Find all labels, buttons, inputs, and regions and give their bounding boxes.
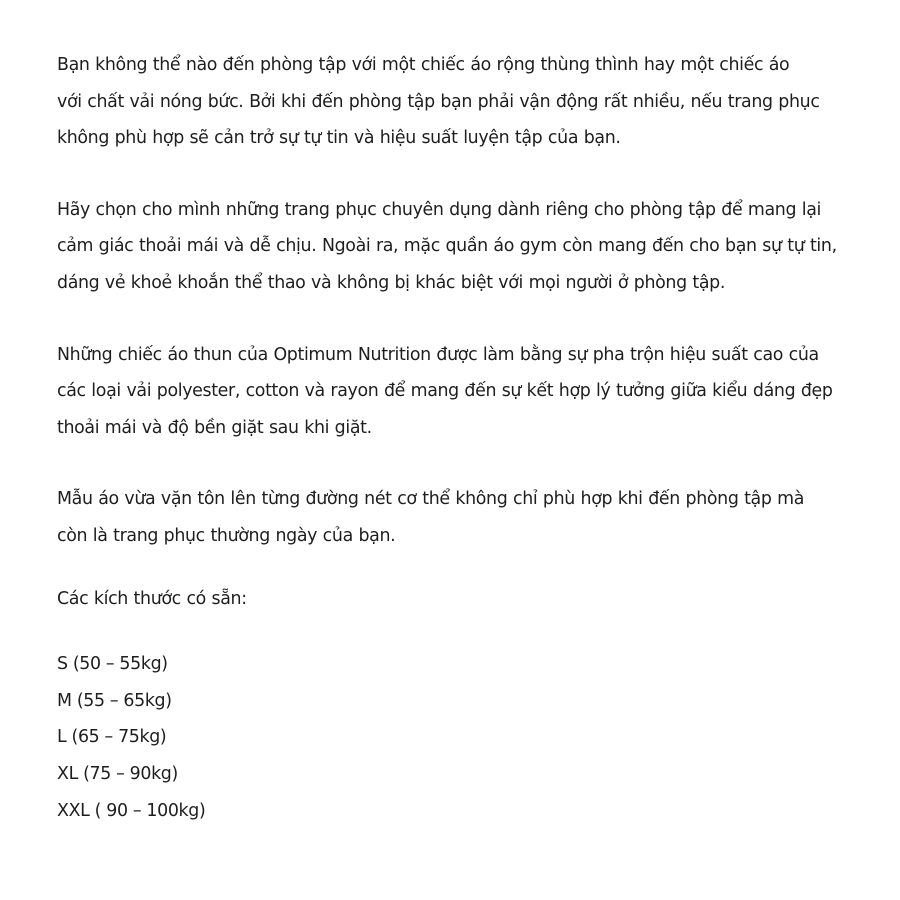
size-item-l: L (65 – 75kg) [57,727,167,748]
size-item-s: S (50 – 55kg) [57,654,168,675]
size-item-m: M (55 – 65kg) [57,690,172,711]
size-item-xxl: XXL ( 90 – 100kg) [57,800,206,821]
recommendation-paragraph: Hãy chọn cho mình những trang phục chuyên dụng dành riêng cho phòng tập để mang lại cảm giác thoải mái và dễ chịu. Ngoài ra, mặc quần áo gym còn mang đến cho bạn sự tự tin, dáng vẻ khoẻ khoắn thể thao và không bị khác biệt với mọi người ở phòng tập. [57,199,837,293]
size-list [57,646,857,829]
intro-paragraph: Bạn không thể nào đến phòng tập với một chiếc áo rộng thùng thình hay một chiếc áo với chất vải nóng bức. Bởi khi đến phòng tập bạn phải vận động rất nhiều, nếu trang phục không phù hợp sẽ cản trở sự tự tin và hiệu suất luyện tập của bạn. [57,55,820,149]
size-item-xl: XL (75 – 90kg) [57,763,178,784]
material-paragraph: Những chiếc áo thun của Optimum Nutrition được làm bằng sự pha trộn hiệu suất cao của các loại vải polyester, cotton và rayon để mang đến sự kết hợp lý tưởng giữa kiểu dáng đẹp thoải mái và độ bền giặt sau khi giặt. [57,344,833,438]
product-description [57,47,857,829]
sizes-heading: Các kích thước có sẵn: [57,588,247,609]
fit-paragraph: Mẫu áo vừa vặn tôn lên từng đường nét cơ thể không chỉ phù hợp khi đến phòng tập mà còn là trang phục thường ngày của bạn. [57,489,805,546]
